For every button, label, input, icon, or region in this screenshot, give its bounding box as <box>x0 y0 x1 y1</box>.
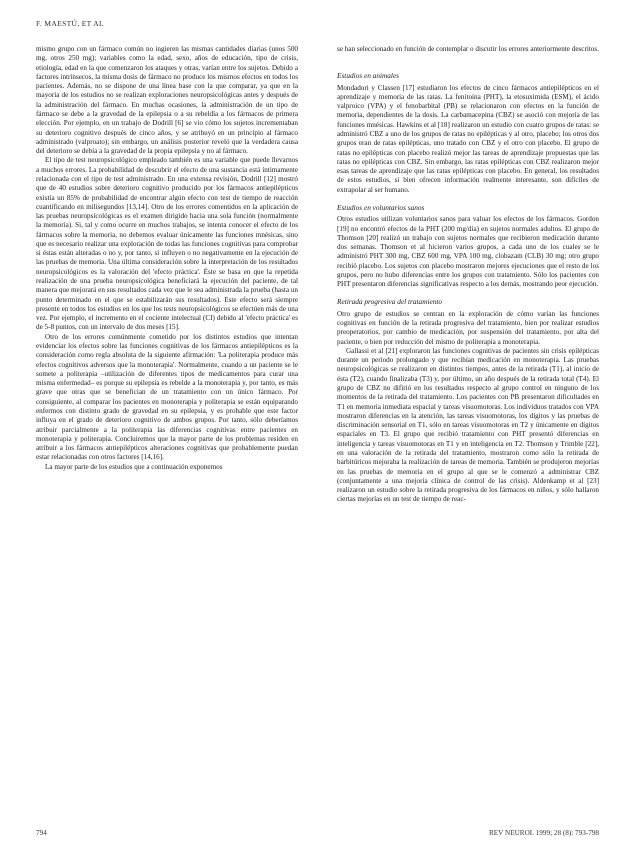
paragraph: Mondadori y Classen [17] estudiaron los efectos de cinco fármacos antiepilépticos en el aprendizaje y memoria de las ratas. La fenitoína (PHT), la etosuximida (ESM), el ácido valproico (VPA) y el fenobarbital (PB) se relacionaron con efectos en la función de memoria, dependientes de la dosis. La carbamacepina (CBZ) se asoció con mejoría de las funciones mnésicas. Hawkins et al [18] realizaron un estudio con cuatro grupos de ratas: se administró CBZ a uno de los grupos de ratas no epilépticas y al otro, placebo; los otros dos grupos eran de ratas epilépticas, uno tratado con CBZ y el otro con placebo. El grupo de ratas no epilépticas con placebo realizó mejor las tareas de aprendizaje propuestas que las ratas no epilépticas con CBZ. Sin embargo, las ratas epilépticas con CBZ realizaron mejor esas tareas de aprendizaje que las ratas epilépticas con placebo. En general, los resultados de estos estudios, si bien ofrecen información realmente interesante, son difíciles de extrapolar al ser humano. <box>337 83 599 194</box>
running-head: F. MAESTÚ, ET AL <box>36 19 104 28</box>
paragraph: Otro grupo de estudios se centran en la exploración de cómo varían las funciones cognitivas en función de la retirada progresiva del tratamiento, bien por realizar estudios preoperatorios, por cambio de medicación, por suspensión del tratamiento, por alta del paciente, o bien por reducción del mismo de politerapia a monoterapia. <box>337 309 599 346</box>
paragraph: se han seleccionado en función de contemplar o discutir los errores anteriormente descritos. <box>337 45 599 53</box>
right-column <box>337 45 599 505</box>
page-number: 794 <box>36 829 47 837</box>
paragraph: mismo grupo con un fármaco común no ingieren las mismas cantidades diarias (unos 500 mg, otros 250 mg); variables como la edad, sexo, años de educación, tipo de crisis, etiología, edad en la que comenzaron los ataques y otras, varían entre los sujetos. Debido a factores intrínsecos, la misma dosis de fármaco no produce los mismos efectos en todos los pacientes. Además, no se dispone de una línea base con la que comparar, ya que en la mayoría de los estudios no se realizan exploraciones neuropsicológicas antes y después de la administración del fármaco. En muchas ocasiones, la administración de un tipo de fármaco se debe a la gravedad de la epilepsia o a su rebeldía a los fármacos de primera elección. Por ejemplo, en un trabajo de Dodrill [6] se vio cómo los sujetos incrementaban su deterioro cognitivo después de cinco años, y se atribuyó en un principio al fármaco administrado (valproato); sin embargo, un análisis posterior reveló que la verdadera causa del deterioro se debía a la gravedad de la propia epilepsia y no al fármaco. <box>36 45 298 156</box>
paragraph: La mayor parte de los estudios que a continuación exponemos <box>45 462 223 471</box>
journal-citation: REV NEUROL 1999; 28 (8): 793-798 <box>488 829 599 837</box>
section-heading: Retirada progresiva del tratamiento <box>337 297 443 307</box>
paragraph: El tipo de test neuropsicológico empleado también es una variable que puede llevarnos a muchos errores. La probabilidad de descubrir el efecto de una sustancia está íntimamente relacionada con el tipo de test administrado. En una extensa revisión, Dodrill [12] mostró que de 40 estudios sobre deterioro cognitivo producido por los fármacos antiepilépticos existía un 85% de probabilidad de encontrar algún efecto con test de tiempo de reacción cuantificando en milisegundos [13,14]. Otro de los errores comentidos en la aplicación de las pruebas neuropsicológicas es el examen dirigido hacia una sola función (normalmente la memoria). Si, tal y como ocurre en muchos trabajos, se intenta conocer el efecto de los fármacos sobre la memoria, no debemos evaluar únicamente las funciones mnésicas, sino que es necesario realizar una exploración de todas las funciones cognitivas para comprobar si éstas están alteradas o no y, por tanto, si influyen o no negativamente en la ejecución de las pruebas de memoria. Una última consideración sobre la interpretación de los resultados neuropsicológicos es la valoración del 'efecto práctica'. Éste se basa en que la repetida realización de una prueba neuropsicológica beneficiará la ejecución del paciente, de tal manera que mejorará en sus resultados cada vez que le sea administrada la prueba (hasta un punto determinado en el que se estabilizarán sus resultados). Este efecto será siempre presente en todos los estudios en los que los tests neuropsicológicos se efectúen más de una vez. Por ejemplo, el incremento en el cociente intelectual (CI) debido al 'efecto práctica' es de 5-8 puntos, con un intervalo de dos meses [15]. <box>36 156 298 332</box>
paragraph: Gallassi et al [21] exploraron las funciones cognitivas de pacientes sin crisis epilépticas durante un período prolongado y que recibían medicación en monoterapia. Las pruebas neuropsicológicas se realizaron en distintos tiempos, antes de la retirada (T1), al inicio de ésta (T2), cuando finalizaba (T3) y, por último, un año después de la retirada total (T4). El grupo de CBZ no difirió en los resultados respecto al grupo control en ninguno de los momentos de la retirada del tratamiento. Los pacientes con PB presentaron dificultades en T1 en memoria inmediata espacial y tareas visuomotoras. Los individuos tratados con VPA mostraron diferencias en la atención, las tareas visuomotoras, los dígitos y las pruebas de discriminación sensorial en T1, sólo en tareas visuomotoras en T2 y únicamente en dígitos espaciales en T3. El grupo que recibió tratamiento con PHT presentó diferencias en inteligencia y tareas visuomotoras en T1 y en inteligencia en T2. Thomson y Trimble [22], en una valoración de la retirada del tratamiento, mostraron como sólo la retirada de barbitúricos mejoraba la realización de tareas de memoria. También se produjeron mejorías en las pruebas de memoria en el grupo al que se le comenzó a administrar CBZ (conjuntamente a una mejoría clínica de control de las crisis). Aldenkamp et al [23] realizaron un estudio sobre la retirada progresiva de los fármacos en niños, y sólo hallaron ciertas mejorías en un test de tiempo de reac- <box>337 346 599 504</box>
left-column <box>36 45 298 472</box>
section-heading: Estudios en animales <box>337 71 400 81</box>
paragraph: Otros estudios utilizan voluntarios sanos para valuar los efectos de los fármacos. Gordon [19] no encontró efectos de la PHT (200 mg/día) en sujetos normales adultos. El grupo de Thomson [20] realizó un trabajo con sujetos normales que recibieron medicación durante dos semanas. Thomson et al hicieron varios grupos, a cada uno de los cuales se le administró PHT 300 mg, CBZ 600 mg, VPA 100 mg, clobazam (CLB) 30 mg; otro grupo recibió placebo. Los sujetos con placebo mostraron mejores ejecuciones que el resto de los grupos, pero no hubo diferencias entre los grupos con tratamiento. Sólo los pacientes con PHT presentaron diferencias significativas respecto a los demás, mostrando peor ejecución. <box>337 215 599 289</box>
section-heading: Estudios en voluntarios sanos <box>337 202 425 212</box>
paragraph: Otro de los errores comúnmente cometido por los distintos estudios que intentan evidenciar los efectos sobre las funciones cognitivas de los fármacos antiepilépticos es la consideración como regla absoluta de la siguiente afirmación: 'La politerapia produce más efectos cognitivos adversos que la monoterapia'. Normalmente, cuando a un paciente se le somete a politerapia –utilización de diferentes tipos de medicamentos para curar una misma enfermedad– es porque su epilepsia es rebelde a la monoterapia y, por tanto, es más grave que otras que se benefician de un tratamiento con un único fármaco. Por consiguiente, al comparar los pacientes en monoterapia y politerapia se están equiparando enfermos con distinto grado de gravedad en su epilepsia, y es probable que este factor influya en el grado de deterioro cognitivo de ambos grupos. Por tanto, sólo deberíamos atribuir parcialmente a la politerapia las diferencias cognitivas entre pacientes en monoterapia y politerapia. Concluiremos que la mayor parte de los problemas residen en atribuir a los fármacos antiepilépticos alteraciones cognitivas que probablemente puedan estar relacionadas con otros factores [14,16]. <box>36 332 298 462</box>
